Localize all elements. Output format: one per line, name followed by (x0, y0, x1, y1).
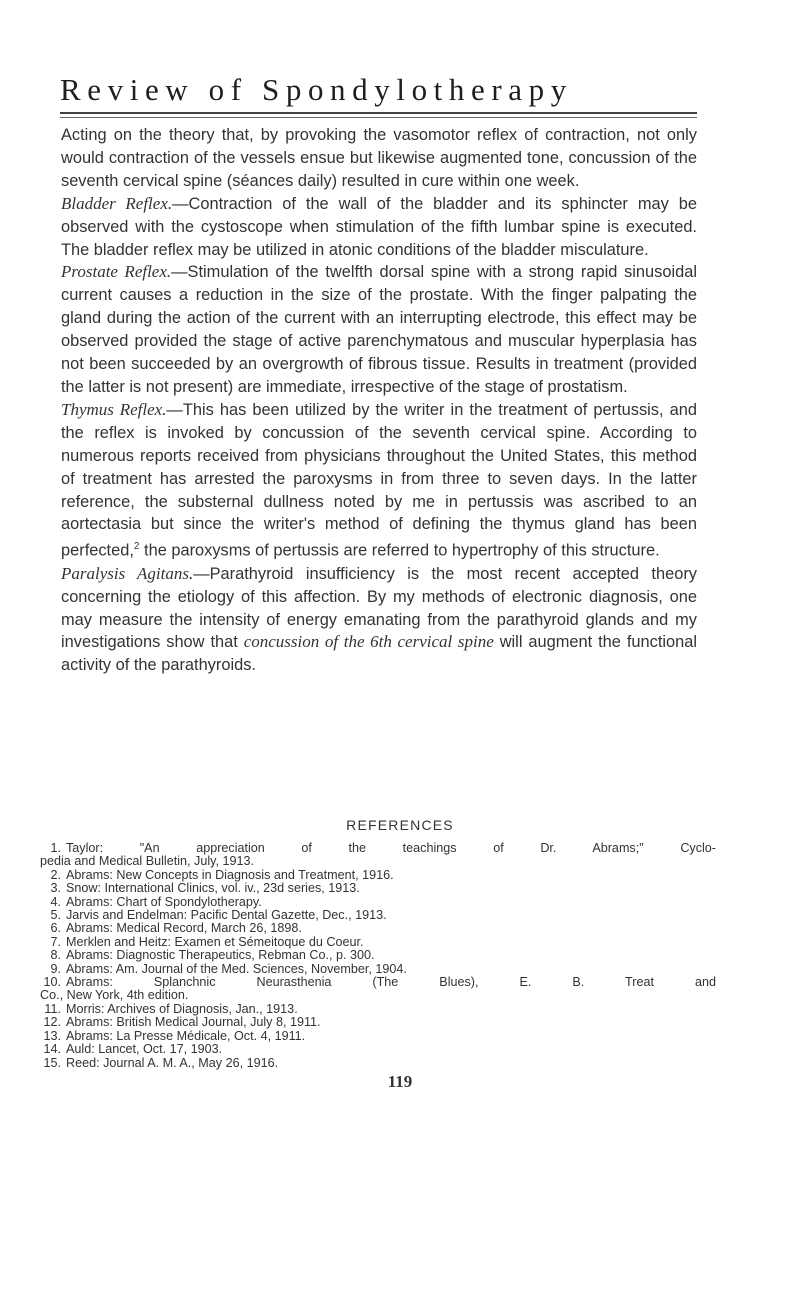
reference-item (40, 1043, 716, 1056)
paragraph-text: —This has been utilized by the writer in the treatment of pertussis, and the reflex is invoked by concussion of the seventh cervical spine. According to numerous reports received from physicians throughout the United States, this method of treatment has arrested the paroxysms in from three to seven days. In the latter reference, the substernal dullness noted by me in pertussis was ascribed to an aortectasia but since the writer's method of defining the thymus gland has been perfected, (61, 400, 698, 560)
reference-text: Snow: International Clinics, vol. iv., 23d series, 1913. (66, 881, 360, 896)
paragraph-text: —Stimulation of the twelfth dorsal spine with a strong rapid sinusoidal current causes a reduction in the size of the prostate. With the finger palpating the gland during the action of the current with an interrupting electrode, this effect may be observed provided the stage of active parenchymatous and muscular hyperplasia has not been succeeded by an overgrowth of fibrous tissue. Results in treatment (provided the latter is not present) are immediate, irrespective of the stage of prostatism. (61, 263, 697, 396)
paragraph-text: will augment the functional activity of the parathyroids. (61, 633, 697, 675)
paragraph-acting (61, 124, 697, 193)
paragraph-text: Acting on the theory that, by provoking the vasomotor reflex of contraction, not only would contraction of the vessels ensue but likewise augmented tone, concussion of the seventh cervical spine (séances daily) resulted in cure within one week. (61, 126, 697, 190)
reference-text: Abrams: Chart of Spondylotherapy. (66, 894, 262, 909)
reference-item (40, 869, 716, 882)
paragraph-text: —Parathyroid insufficiency is the most recent accepted theory concerning the etiology of this affection. By my methods of electronic diagnosis, one may measure the intensity of energy emanating from the parathyroid glands and my investigations show that (61, 564, 697, 652)
reference-text: Taylor: "An appreciation of the teachings of Dr. Abrams;" Cyclo- (66, 841, 716, 855)
reference-text: Abrams: Splanchnic Neurasthenia (The Blues), E. B. Treat and (66, 975, 716, 990)
reference-number: 6. (50, 921, 61, 936)
reference-number: 2. (50, 867, 61, 882)
reference-item (40, 976, 716, 1003)
reference-item (40, 909, 716, 922)
reference-text: Merklen and Heitz: Examen et Sémeitoque du Coeur. (66, 934, 364, 949)
reference-text: Auld: Lancet, Oct. 17, 1903. (66, 1042, 223, 1057)
reference-text: Abrams: New Concepts in Diagnosis and Treatment, 1916. (66, 867, 394, 882)
reference-item (40, 842, 716, 869)
paragraph-paralysis-agitans (61, 563, 697, 678)
reference-number: 14. (43, 1042, 61, 1057)
reference-number: 8. (50, 948, 61, 963)
reference-number: 10. (43, 975, 61, 990)
reference-number: 1. (50, 841, 61, 855)
reference-text-continued: Co., New York, 4th edition. (40, 988, 189, 1003)
reference-item (40, 936, 716, 949)
body-text (61, 124, 697, 677)
header-rule-thick (60, 112, 697, 114)
reference-text: Jarvis and Endelman: Pacific Dental Gazette, Dec., 1913. (66, 908, 387, 923)
reference-number: 13. (43, 1028, 61, 1043)
references-list (40, 842, 716, 1070)
paragraph-heading: Prostate Reflex. (61, 262, 172, 282)
reference-number: 15. (43, 1055, 61, 1070)
reference-item (40, 922, 716, 935)
footnote-marker: 2 (133, 541, 140, 553)
paragraph-heading: Paralysis Agitans. (61, 563, 194, 583)
reference-number: 4. (50, 894, 61, 909)
reference-text: Abrams: British Medical Journal, July 8, 1911. (66, 1015, 321, 1030)
references-heading: REFERENCES (346, 817, 454, 833)
reference-item (40, 1003, 716, 1016)
reference-item (40, 1016, 716, 1029)
reference-number: 3. (50, 881, 61, 896)
paragraph-prostate-reflex (61, 261, 697, 398)
reference-text: Reed: Journal A. M. A., May 26, 1916. (66, 1055, 279, 1070)
reference-item (40, 963, 716, 976)
reference-item (40, 882, 716, 895)
paragraph-bladder-reflex (61, 193, 697, 262)
page-number: 119 (387, 1072, 413, 1091)
paragraph-heading: Bladder Reflex. (61, 193, 173, 213)
paragraph-text: —Contraction of the wall of the bladder and its sphincter may be observed with the cystoscope when stimulation of the fifth lumbar spine is executed. The bladder reflex may be utilized in atonic conditions of the bladder misculature. (61, 194, 697, 259)
running-head-title: Review of Spondylotherapy (60, 72, 573, 107)
reference-item (40, 1057, 716, 1070)
reference-number: 9. (50, 961, 61, 976)
reference-number: 11. (44, 1001, 61, 1016)
paragraph-text: the paroxysms of pertussis are referred to hypertrophy of this structure. (139, 541, 660, 560)
header-rule-thin (60, 117, 697, 118)
reference-item (40, 949, 716, 962)
paragraph-thymus-reflex (61, 399, 697, 563)
reference-text: Abrams: Medical Record, March 26, 1898. (66, 921, 302, 936)
reference-text: Abrams: Am. Journal of the Med. Sciences, November, 1904. (66, 961, 407, 976)
reference-text: Morris: Archives of Diagnosis, Jan., 1913. (66, 1001, 298, 1016)
reference-text: Abrams: Diagnostic Therapeutics, Rebman Co., p. 300. (66, 948, 375, 963)
reference-item (40, 1030, 716, 1043)
reference-number: 12. (43, 1015, 61, 1030)
reference-number: 7. (50, 934, 61, 949)
reference-item (40, 896, 716, 909)
reference-number: 5. (50, 908, 61, 923)
reference-text-continued: pedia and Medical Bulletin, July, 1913. (40, 854, 254, 869)
reference-text: Abrams: La Presse Médicale, Oct. 4, 1911. (66, 1028, 306, 1043)
emphasized-phrase: concussion of the 6th cervical spine (243, 632, 494, 652)
paragraph-heading: Thymus Reflex. (61, 399, 167, 419)
